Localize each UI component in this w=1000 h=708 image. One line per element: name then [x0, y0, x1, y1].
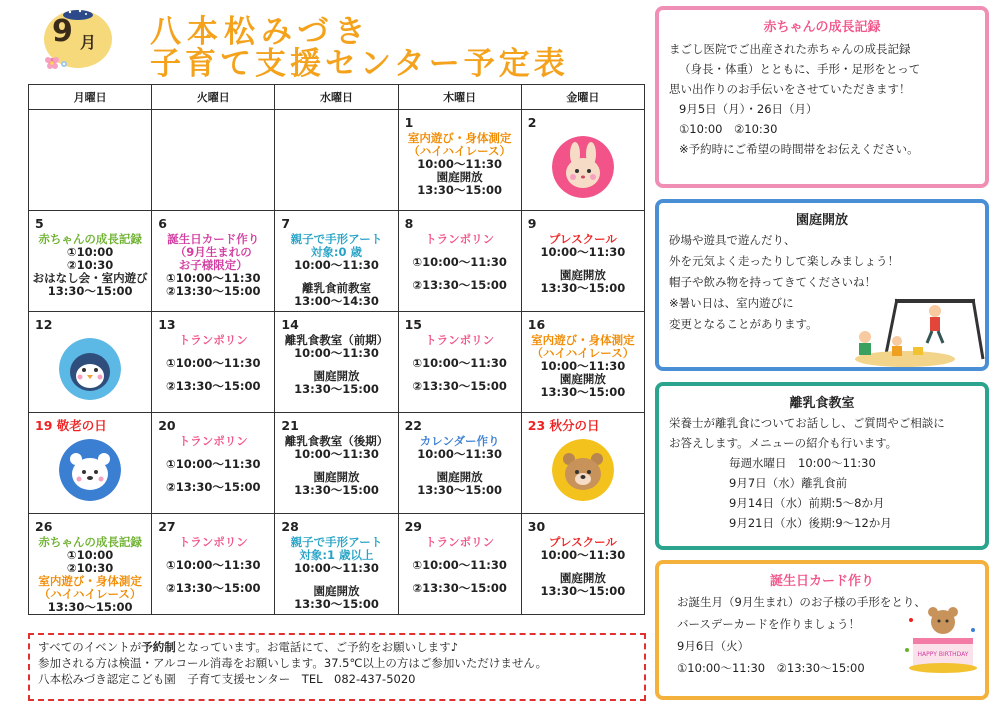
growth-record-body	[669, 39, 975, 159]
event-line: 13:30～15:00	[417, 183, 503, 197]
babyfood-line: 9月7日（水）離乳食前	[729, 476, 848, 490]
event-line: お子様限定）	[178, 258, 248, 272]
event-line: トランポリン	[178, 535, 248, 549]
note-line-1	[38, 639, 636, 655]
event-line: ①10:00	[66, 245, 114, 259]
day-number: 19 敬老の日	[35, 418, 107, 433]
event-line: トランポリン	[425, 333, 495, 347]
event-line: 13:30～15:00	[294, 382, 379, 396]
babyfood-line: 9月14日（水）前期:5～8か月	[729, 496, 885, 510]
event-line: 13:30～15:00	[540, 385, 626, 399]
event-line: 13:30～15:00	[540, 584, 626, 598]
day-events	[152, 334, 274, 393]
birthday-card-box	[655, 560, 989, 700]
day-events	[275, 334, 397, 396]
day-cell	[275, 514, 398, 615]
day-events	[29, 233, 151, 298]
event-line: 13:30～15:00	[540, 281, 626, 295]
penguin-avatar-icon	[59, 338, 121, 400]
day-cell	[275, 413, 398, 514]
day-events	[152, 233, 274, 298]
day-cell	[398, 514, 521, 615]
weekday-header-row	[29, 85, 645, 110]
event-line: 10:00～11:30	[294, 258, 379, 272]
event-line: おはなし会・室内遊び	[32, 271, 148, 285]
event-line: 園庭開放	[559, 268, 606, 282]
center-name-title: 八本松みづき	[150, 14, 372, 50]
weekday-header: 木曜日	[398, 85, 521, 110]
event-line: 13:30～15:00	[47, 600, 133, 614]
day-number: 7	[281, 216, 291, 231]
day-events	[29, 536, 151, 614]
birthday-line: 9月6日（火）	[677, 639, 750, 653]
rabbit-avatar-icon	[552, 136, 614, 198]
day-number: 1	[404, 115, 414, 130]
kids-playing-illustration	[835, 289, 985, 369]
day-events	[275, 233, 397, 308]
day-number: 30	[527, 519, 546, 534]
event-line: 13:30～15:00	[47, 284, 133, 298]
day-events	[275, 435, 397, 497]
month-number: 9	[52, 14, 72, 49]
bear-avatar-icon	[552, 439, 614, 501]
day-cell	[521, 312, 644, 413]
garden-open-box	[655, 199, 989, 371]
baby-food-class-box	[655, 382, 989, 550]
event-line: 13:30～15:00	[417, 483, 503, 497]
garden-line: 帽子や飲み物を持ってきてくださいね！	[669, 275, 876, 289]
reservation-note	[28, 633, 646, 701]
day-number: 26	[35, 519, 53, 534]
growth-line: まごし医院でご出産された赤ちゃんの成長記録	[669, 42, 911, 56]
event-line: 13:30～15:00	[294, 597, 379, 611]
day-cell	[398, 312, 521, 413]
event-line: 離乳食教室（前期）	[284, 333, 389, 347]
day-cell	[152, 211, 275, 312]
day-cell	[29, 413, 152, 514]
day-events	[522, 233, 644, 295]
event-line: ②10:30	[66, 258, 114, 272]
event-line: （ハイハイレース）	[408, 144, 511, 158]
event-line: プレスクール	[548, 232, 617, 246]
note-line-2: 参加される方は検温・アルコール消毒をお願いします。37.5℃以上の方はご参加いただけません。	[38, 656, 548, 670]
event-line: ②13:30～15:00	[166, 379, 261, 393]
day-cell	[29, 211, 152, 312]
event-line: 赤ちゃんの成長記録	[38, 232, 142, 246]
event-line: ①10:00	[66, 548, 114, 562]
event-line: トランポリン	[178, 333, 248, 347]
birthday-card-title: 誕生日カード作り	[769, 574, 874, 589]
garden-open-title: 園庭開放	[795, 213, 848, 228]
event-line: 離乳食教室（後期）	[284, 434, 389, 448]
event-line: 10:00～11:30	[540, 548, 626, 562]
day-cell	[275, 110, 398, 211]
day-number: 29	[404, 519, 422, 534]
note-line-1-after: となっています。お電話にて、ご予約をお願いします♪	[175, 640, 458, 654]
day-events	[399, 435, 521, 497]
calendar-body	[29, 110, 645, 615]
month-kanji: 月	[80, 33, 97, 52]
baby-food-title: 離乳食教室	[789, 396, 855, 411]
day-cell	[521, 514, 644, 615]
event-line: 室内遊び・身体測定	[407, 131, 512, 145]
event-line: ①10:00～11:30	[412, 356, 507, 370]
babyfood-line: 9月21日（水）後期:9～12か月	[729, 516, 892, 530]
growth-record-title: 赤ちゃんの成長記録	[763, 20, 881, 35]
event-line: （ハイハイレース）	[38, 587, 142, 601]
day-number: 15	[404, 317, 422, 332]
day-number: 28	[281, 519, 299, 534]
day-events	[522, 334, 644, 399]
day-cell	[29, 110, 152, 211]
event-line: プレスクール	[548, 535, 617, 549]
day-events	[152, 435, 274, 494]
day-cell	[29, 312, 152, 413]
day-events	[275, 536, 397, 611]
garden-line: 外を元気よく走ったりして楽しみましょう！	[669, 254, 899, 268]
event-line: 園庭開放	[313, 470, 360, 484]
event-line: 対象:1 歳以上	[299, 548, 374, 562]
note-line-3: 八本松みづき認定こども園 子育て支援センター TEL 082-437-5020	[38, 672, 416, 686]
day-number: 14	[281, 317, 299, 332]
baby-food-body	[669, 413, 975, 533]
day-cell	[521, 413, 644, 514]
week-row	[29, 413, 645, 514]
day-events	[399, 334, 521, 393]
day-number: 13	[158, 317, 176, 332]
week-row	[29, 110, 645, 211]
event-line: 園庭開放	[559, 372, 606, 386]
event-line: 10:00～11:30	[417, 447, 503, 461]
event-line: 13:00～14:30	[294, 294, 379, 308]
day-cell	[152, 413, 275, 514]
event-line: カレンダー作り	[419, 434, 500, 448]
polar-bear-avatar-icon	[59, 439, 121, 501]
growth-line: ①10:00 ②10:30	[679, 122, 778, 136]
birthday-line: ①10:00～11:30 ②13:30～15:00	[677, 661, 865, 675]
week-row	[29, 312, 645, 413]
day-cell	[521, 211, 644, 312]
day-number: 21	[281, 418, 299, 433]
event-line: 赤ちゃんの成長記録	[38, 535, 142, 549]
event-line: 園庭開放	[436, 470, 483, 484]
event-line: 園庭開放	[313, 369, 360, 383]
day-cell	[152, 514, 275, 615]
note-reservation-bold: 予約制	[141, 640, 176, 654]
event-line: （9月生まれの	[174, 245, 252, 259]
calendar-table	[28, 84, 645, 615]
weekday-header: 月曜日	[29, 85, 152, 110]
babyfood-line: お答えします。メニューの紹介も行います。	[669, 436, 898, 450]
event-line: ②10:30	[66, 561, 114, 575]
birthday-cake-illustration	[903, 600, 981, 690]
garden-line: ※暑い日は、室内遊びに	[669, 296, 794, 310]
event-line: 園庭開放	[559, 571, 606, 585]
event-line: 10:00～11:30	[294, 346, 379, 360]
schedule-title: 子育て支援センター予定表	[150, 46, 569, 82]
garden-line: 砂場や遊具で遊んだり、	[669, 233, 796, 247]
event-line: 10:00～11:30	[294, 561, 379, 575]
day-number: 22	[404, 418, 422, 433]
day-number: 2	[527, 115, 537, 130]
day-events	[399, 233, 521, 292]
day-cell	[398, 110, 521, 211]
event-line: ①10:00～11:30	[166, 271, 261, 285]
event-line: 10:00～11:30	[417, 157, 503, 171]
week-row	[29, 211, 645, 312]
event-line: 親子で手形アート	[290, 535, 383, 549]
week-row	[29, 514, 645, 615]
event-line: 10:00～11:30	[540, 245, 626, 259]
event-line: ②13:30～15:00	[412, 278, 507, 292]
birthday-line: バースデーカードを作りましょう！	[677, 617, 860, 631]
event-line: 誕生日カード作り	[167, 232, 260, 246]
babyfood-line: 毎週水曜日 10:00～11:30	[729, 456, 876, 470]
event-line: トランポリン	[425, 535, 495, 549]
day-cell	[152, 312, 275, 413]
event-line: （ハイハイレース）	[531, 346, 635, 360]
day-cell	[275, 312, 398, 413]
event-line: 13:30～15:00	[294, 483, 379, 497]
event-line: ②13:30～15:00	[166, 581, 261, 595]
event-line: ①10:00～11:30	[166, 457, 261, 471]
event-line: 室内遊び・身体測定	[531, 333, 635, 347]
day-number: 9	[527, 216, 537, 231]
day-number: 27	[158, 519, 176, 534]
day-number: 20	[158, 418, 176, 433]
event-line: ①10:00～11:30	[412, 255, 507, 269]
day-number: 8	[404, 216, 414, 231]
day-number: 5	[35, 216, 44, 231]
growth-line: 9月5日（月）・26日（月）	[679, 102, 818, 116]
day-events	[399, 536, 521, 595]
garden-line: 変更となることがあります。	[669, 317, 818, 331]
growth-line: 思い出作りのお手伝いをさせていただきます！	[669, 82, 911, 96]
event-line: トランポリン	[425, 232, 495, 246]
event-line: 10:00～11:30	[294, 447, 379, 461]
weekday-header: 火曜日	[152, 85, 275, 110]
event-line: ②13:30～15:00	[166, 480, 261, 494]
event-line: 対象:0 歳	[310, 245, 363, 259]
day-number: 16	[527, 317, 546, 332]
event-line: 親子で手形アート	[290, 232, 383, 246]
day-number: 23 秋分の日	[527, 418, 600, 433]
day-number: 12	[35, 317, 53, 332]
event-line: トランポリン	[178, 434, 248, 448]
cake-text: HAPPY BIRTHDAY	[917, 651, 969, 658]
growth-record-box	[655, 6, 989, 188]
day-cell	[29, 514, 152, 615]
event-line: 園庭開放	[313, 584, 360, 598]
note-line-1-before: すべてのイベントが	[38, 640, 142, 654]
event-line: ①10:00～11:30	[412, 558, 507, 572]
day-events	[152, 536, 274, 595]
growth-line: （身長・体重）とともに、手形・足形をとって	[679, 62, 921, 76]
event-line: ①10:00～11:30	[166, 356, 261, 370]
babyfood-line: 栄養士が離乳食についてお話しし、ご質問やご相談に	[669, 416, 945, 430]
weekday-header: 水曜日	[275, 85, 398, 110]
day-cell	[521, 110, 644, 211]
flower-icon	[44, 54, 70, 70]
event-line: ②13:30～15:00	[412, 379, 507, 393]
event-line: 10:00～11:30	[540, 359, 626, 373]
weekday-header: 金曜日	[521, 85, 644, 110]
day-cell	[398, 413, 521, 514]
day-events	[522, 536, 644, 598]
day-cell	[398, 211, 521, 312]
day-cell	[275, 211, 398, 312]
growth-line: ※予約時にご希望の時間帯をお伝えください。	[679, 142, 919, 156]
event-line: 離乳食前教室	[301, 281, 371, 295]
day-cell	[152, 110, 275, 211]
day-events	[399, 132, 521, 197]
day-number: 6	[158, 216, 167, 231]
event-line: 室内遊び・身体測定	[38, 574, 142, 588]
event-line: ①10:00～11:30	[166, 558, 261, 572]
birthday-line: お誕生月（9月生まれ）のお子様の手形をとり、	[677, 595, 926, 609]
event-line: ②13:30～15:00	[166, 284, 261, 298]
event-line: 園庭開放	[436, 170, 483, 184]
event-line: ②13:30～15:00	[412, 581, 507, 595]
